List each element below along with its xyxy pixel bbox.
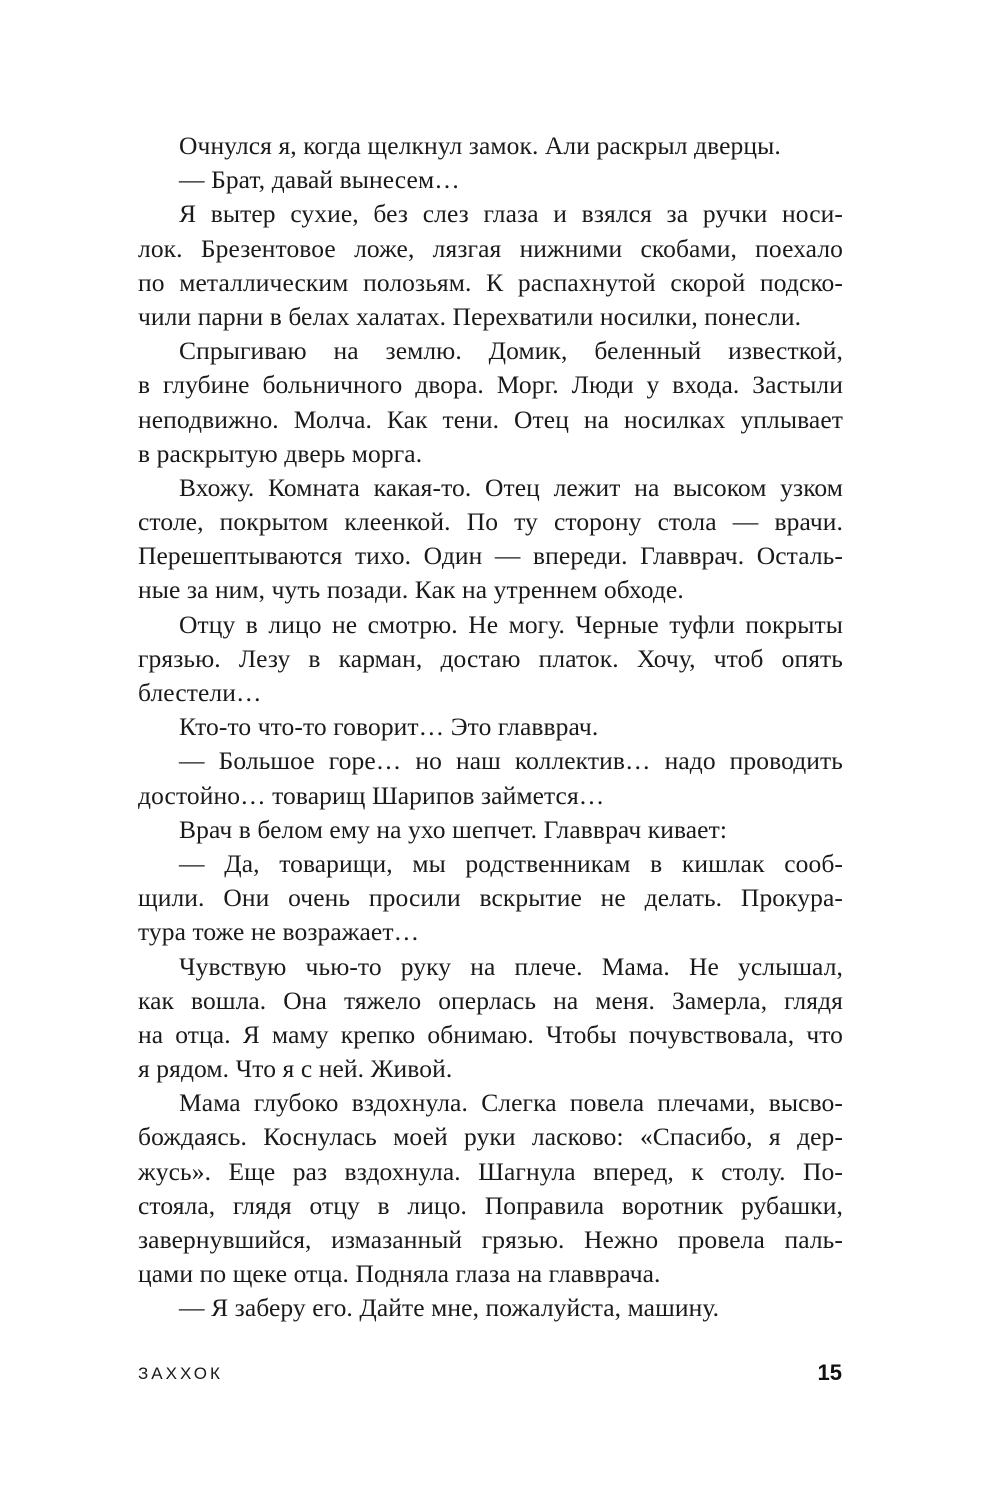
text-line: — Большое горе… но наш коллектив… надо проводить bbox=[179, 746, 843, 776]
text-line: в раскрытую дверь морга. bbox=[138, 438, 423, 468]
paragraph bbox=[138, 197, 843, 334]
text-line: Очнулся я, когда щелкнул замок. Али раскрыл дверцы. bbox=[179, 131, 781, 160]
text-line: как вошла. Она тяжело оперлась на меня. Замерла, глядя bbox=[138, 985, 843, 1015]
paragraph bbox=[138, 334, 843, 471]
text-line: Перешептываются тихо. Один — впереди. Главврач. Осталь- bbox=[138, 541, 843, 571]
text-line: я рядом. Что я с ней. Живой. bbox=[138, 1054, 453, 1084]
text-line: на отца. Я маму крепко обнимаю. Чтобы почувствовала, что bbox=[138, 1019, 843, 1049]
running-footer-title: ЗАХХОК bbox=[138, 1364, 223, 1383]
text-line: — Брат, давай вынесем… bbox=[179, 165, 460, 195]
paragraph bbox=[138, 471, 843, 608]
text-line: — Да, товарищи, мы родственникам в кишлак сооб- bbox=[179, 848, 843, 878]
paragraph bbox=[138, 608, 843, 711]
body-text bbox=[138, 129, 843, 1326]
text-line: щили. Они очень просили вскрытие не делать. Прокура- bbox=[138, 883, 843, 913]
text-line: ные за ним, чуть позади. Как на утреннем обходе. bbox=[138, 575, 684, 605]
text-line: в глубине больничного двора. Морг. Люди у входа. Застыли bbox=[138, 370, 843, 400]
paragraph bbox=[138, 950, 843, 1087]
paragraph bbox=[138, 163, 843, 197]
text-line: Мама глубоко вздохнула. Слегка повела плечами, высво- bbox=[179, 1088, 843, 1118]
page-number: 15 bbox=[817, 1360, 842, 1385]
text-line: Чувствую чью-то руку на плече. Мама. Не услышал, bbox=[179, 951, 843, 981]
text-line: жусь». Еще раз вздохнула. Шагнула вперед, к столу. По- bbox=[138, 1156, 843, 1186]
paragraph bbox=[138, 744, 843, 812]
text-line: столе, покрытом клеенкой. По ту сторону стола — врачи. bbox=[138, 507, 843, 537]
text-line: лок. Брезентовое ложе, лязгая нижними скобами, поехало bbox=[138, 233, 843, 263]
text-line: по металлическим полозьям. К распахнутой скорой подско- bbox=[138, 267, 843, 297]
text-line: Отцу в лицо не смотрю. Не могу. Черные туфли покрыты bbox=[179, 609, 843, 639]
paragraph bbox=[138, 813, 843, 847]
paragraph bbox=[138, 710, 843, 744]
paragraph bbox=[138, 129, 843, 163]
paragraph bbox=[138, 847, 843, 950]
text-line: стояла, глядя отцу в лицо. Поправила воротник рубашки, bbox=[138, 1190, 843, 1220]
paragraph bbox=[138, 1086, 843, 1291]
text-line: блестели… bbox=[138, 678, 262, 707]
text-line: чили парни в белах халатах. Перехватили носилки, понесли. bbox=[138, 301, 802, 331]
text-line: тура тоже не возражает… bbox=[138, 917, 420, 947]
text-line: — Я заберу его. Дайте мне, пожалуйста, машину. bbox=[179, 1293, 720, 1323]
text-line: грязью. Лезу в карман, достаю платок. Хочу, чтоб опять bbox=[138, 643, 843, 673]
text-line: неподвижно. Молча. Как тени. Отец на носилках уплывает bbox=[138, 404, 843, 434]
text-line: бождаясь. Коснулась моей руки ласково: «Спасибо, я дер- bbox=[138, 1122, 843, 1152]
text-line: цами по щеке отца. Подняла глаза на главврача. bbox=[138, 1259, 661, 1289]
text-line: Врач в белом ему на ухо шепчет. Главврач кивает: bbox=[179, 814, 728, 844]
text-line: Я вытер сухие, без слез глаза и взялся за ручки носи- bbox=[179, 199, 843, 229]
text-line: завернувшийся, измазанный грязью. Нежно провела паль- bbox=[138, 1225, 843, 1254]
paragraph bbox=[138, 1291, 843, 1325]
text-line: Кто-то что-то говорит… Это главврач. bbox=[179, 712, 599, 742]
text-line: достойно… товарищ Шарипов займется… bbox=[138, 780, 605, 810]
text-line: Спрыгиваю на землю. Домик, беленный известкой, bbox=[179, 336, 843, 366]
text-line: Вхожу. Комната какая-то. Отец лежит на высоком узком bbox=[179, 472, 843, 502]
